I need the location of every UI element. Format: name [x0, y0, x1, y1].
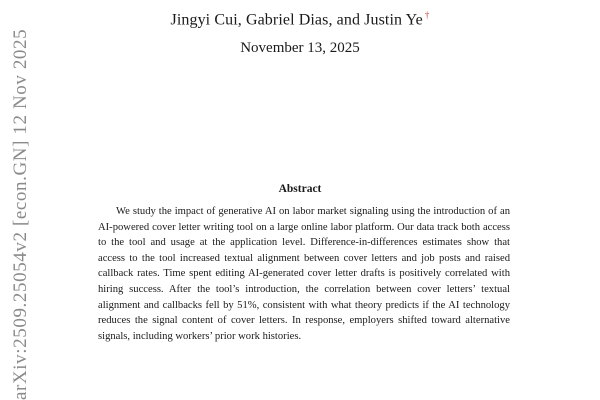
abstract-heading: Abstract	[278, 183, 322, 195]
publication-date: November 13, 2025	[240, 40, 360, 56]
abstract-text: We study the impact of generative AI on labor market signaling using the introduction of an AI-powered cover letter writing tool on a large online labor platform. Our data track both access to the tool and usage at the application level. Difference-in-differences estimates show that access to the tool increased textual alignment between cover letters and job posts and raised callback rates. Time spent editing AI-generated cover letter drafts is positively correlated with hiring success. After the tool’s introduction, the correlation between cover letters’ textual alignment and callbacks fell by 51%, consistent with what theory predicts if the AI technology reduces the signal content of cover letters. In response, employers shifted toward alternative signals, including workers’ prior work histories.	[98, 206, 510, 342]
author-list	[0, 10, 600, 29]
author-footnote-mark: †	[424, 10, 430, 20]
arxiv-identifier: arXiv:2509.25054v2 [econ.GN] 12 Nov 2025	[10, 28, 31, 400]
author-names: Jingyi Cui, Gabriel Dias, and Justin Ye	[170, 11, 423, 29]
